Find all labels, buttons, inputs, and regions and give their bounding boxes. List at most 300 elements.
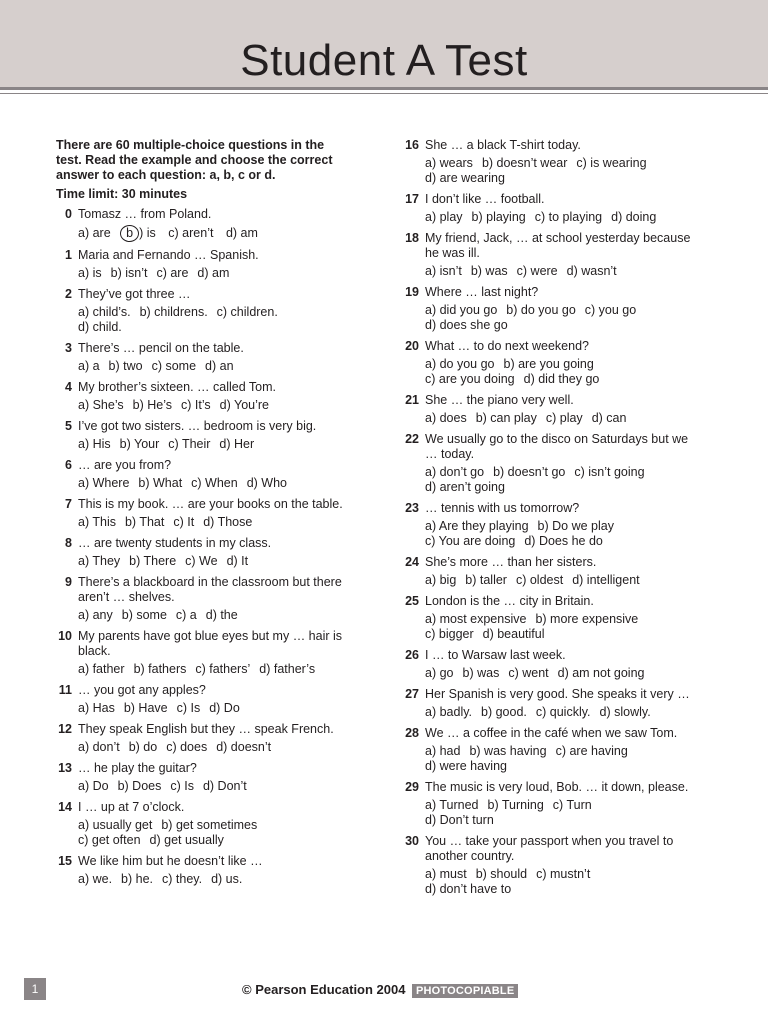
option-line — [425, 465, 703, 480]
option-line — [425, 882, 703, 897]
question-number: 18 — [405, 231, 419, 245]
answer-options — [425, 264, 703, 279]
question-stem: I … to Warsaw last week. — [425, 648, 566, 662]
option: a) any — [78, 608, 113, 622]
question-item — [403, 726, 703, 774]
option: d) Don’t — [202, 779, 247, 793]
answer-options — [425, 705, 703, 720]
option: c) to playing — [534, 210, 603, 224]
question-number: 9 — [65, 575, 72, 589]
option: c) you go — [584, 303, 637, 317]
question-list — [403, 138, 703, 897]
option: d) beautiful — [482, 627, 545, 641]
option-line — [425, 264, 703, 279]
question-item — [403, 594, 703, 642]
option: a) do you go — [425, 357, 495, 371]
question-number: 15 — [58, 854, 72, 868]
question-item — [56, 380, 356, 413]
option: b) That — [124, 515, 165, 529]
question-stem: … tennis with us tomorrow? — [425, 501, 580, 515]
option-line — [78, 554, 356, 569]
answer-options — [425, 798, 703, 828]
option: a) They — [78, 554, 121, 568]
header-band — [0, 0, 768, 87]
option-line — [78, 437, 356, 452]
option-line — [78, 662, 356, 677]
answer-options — [78, 359, 356, 374]
question-stem: We like him but he doesn’t like … — [78, 854, 263, 868]
question-stem: … he play the guitar? — [78, 761, 197, 775]
answer-options — [78, 305, 356, 335]
header-rule-thin — [0, 93, 768, 94]
option: d) the — [205, 608, 238, 622]
question-stem: She … the piano very well. — [425, 393, 574, 407]
question-item — [403, 138, 703, 186]
option: b) What — [138, 476, 183, 490]
option: c) Is — [176, 701, 201, 715]
option: d) Who — [246, 476, 288, 490]
option: a) child’s. — [78, 305, 131, 319]
option: d) You’re — [219, 398, 270, 412]
time-limit: Time limit: 30 minutes — [56, 187, 188, 201]
option: b) should — [475, 867, 528, 881]
question-item — [403, 432, 703, 495]
option: b) playing — [471, 210, 526, 224]
question-item — [403, 285, 703, 333]
option: c) When — [191, 476, 238, 490]
question-number: 14 — [58, 800, 72, 814]
option: a) had — [425, 744, 461, 758]
copyright-notice: © Pearson Education 2004 — [242, 982, 406, 997]
answer-options — [78, 476, 356, 491]
question-number: 12 — [58, 722, 72, 736]
question-item — [56, 287, 356, 335]
option: c) Is — [170, 779, 194, 793]
question-stem: I don’t like … football. — [425, 192, 545, 206]
question-item — [403, 192, 703, 225]
option: b) There — [129, 554, 177, 568]
option-line — [78, 266, 356, 281]
option: d) us. — [211, 872, 243, 886]
photocopiable-badge: PHOTOCOPIABLE — [412, 984, 518, 998]
answer-options — [425, 744, 703, 774]
question-number: 13 — [58, 761, 72, 775]
option-line — [78, 398, 356, 413]
option: b) are you going — [503, 357, 594, 371]
answer-options — [78, 701, 356, 716]
option: d) father’s — [259, 662, 316, 676]
option: c) children. — [216, 305, 278, 319]
option-line — [425, 156, 703, 171]
answer-options — [425, 210, 703, 225]
option-line — [78, 515, 356, 530]
option-line — [425, 357, 703, 372]
answer-options — [78, 872, 356, 887]
option: a) She’s — [78, 398, 124, 412]
option: d) doesn’t — [216, 740, 272, 754]
option: d) an — [205, 359, 234, 373]
option: d) aren’t going — [425, 480, 505, 494]
question-item — [403, 687, 703, 720]
option-line — [425, 573, 703, 588]
question-item — [403, 339, 703, 387]
option: b) Does — [117, 779, 162, 793]
option: c) It — [173, 515, 195, 529]
answer-options — [425, 303, 703, 333]
question-stem: We … a coffee in the café when we saw Tom. — [425, 726, 678, 740]
option: c) get often — [78, 833, 141, 847]
answer-circle: b — [120, 225, 139, 242]
option: b) Turning — [487, 798, 544, 812]
option: c) went — [508, 666, 549, 680]
option: c) were — [516, 264, 558, 278]
option: a) Turned — [425, 798, 479, 812]
option-line — [425, 303, 703, 318]
question-item — [56, 800, 356, 848]
option: d) did they go — [523, 372, 600, 386]
question-stem: The music is very loud, Bob. … it down, please. — [425, 780, 689, 794]
option-line — [425, 318, 703, 333]
question-number: 19 — [405, 285, 419, 299]
option: a) go — [425, 666, 454, 680]
option: b) doesn’t wear — [481, 156, 568, 170]
option: a) we. — [78, 872, 113, 886]
question-stem: There’s a blackboard in the classroom but there aren’t … shelves. — [78, 575, 342, 604]
option: b) do you go — [506, 303, 576, 317]
answer-options — [78, 398, 356, 413]
option: d) Those — [203, 515, 253, 529]
option-line — [78, 701, 356, 716]
question-number: 21 — [405, 393, 419, 407]
question-number: 3 — [65, 341, 72, 355]
option-line — [425, 705, 703, 720]
option: c) is wearing — [576, 156, 647, 170]
question-number: 26 — [405, 648, 419, 662]
option: c) Their — [168, 437, 211, 451]
option: b) two — [108, 359, 143, 373]
question-item — [56, 497, 356, 530]
option: a) don’t go — [425, 465, 485, 479]
option-line — [78, 320, 356, 335]
option: c) aren’t — [168, 226, 214, 240]
question-number: 30 — [405, 834, 419, 848]
option: b) doesn’t go — [493, 465, 566, 479]
option: a) father — [78, 662, 125, 676]
option: d) does she go — [425, 318, 508, 332]
question-number: 27 — [405, 687, 419, 701]
option: b) do — [128, 740, 158, 754]
question-number: 25 — [405, 594, 419, 608]
answer-options — [78, 740, 356, 755]
question-item — [403, 555, 703, 588]
option: d) don’t have to — [425, 882, 512, 896]
question-stem: This is my book. … are your books on the table. — [78, 497, 343, 511]
option-line — [78, 872, 356, 887]
option-line — [78, 833, 356, 848]
option: d) child. — [78, 320, 122, 334]
page-number: 1 — [24, 978, 46, 1000]
question-stem: You … take your passport when you travel to another country. — [425, 834, 674, 863]
answer-options — [425, 612, 703, 642]
answer-options — [425, 519, 703, 549]
option: d) Does he do — [524, 534, 603, 548]
option: a) Are they playing — [425, 519, 529, 533]
question-item — [403, 834, 703, 897]
question-item — [56, 458, 356, 491]
option: c) play — [545, 411, 583, 425]
option: b) He’s — [132, 398, 173, 412]
question-number: 23 — [405, 501, 419, 515]
option: c) It’s — [181, 398, 211, 412]
option: b) get sometimes — [161, 818, 258, 832]
option: a) must — [425, 867, 467, 881]
option-line — [78, 305, 356, 320]
question-number: 16 — [405, 138, 419, 152]
option: b) Do we play — [537, 519, 614, 533]
question-stem: There’s … pencil on the table. — [78, 341, 244, 355]
option: c) a — [175, 608, 197, 622]
question-number: 7 — [65, 497, 72, 511]
option: a) are — [78, 226, 111, 240]
option-line — [425, 798, 703, 813]
example-question — [56, 207, 356, 242]
question-stem: They’ve got three … — [78, 287, 191, 301]
question-number: 2 — [65, 287, 72, 301]
question-stem: My parents have got blue eyes but my … hair is black. — [78, 629, 343, 658]
question-number: 24 — [405, 555, 419, 569]
question-item — [56, 248, 356, 281]
option: b) good. — [481, 705, 527, 719]
question-number: 0 — [65, 207, 72, 221]
option-line — [78, 740, 356, 755]
option: a) Do — [78, 779, 109, 793]
option: d) doing — [611, 210, 657, 224]
option-line — [425, 627, 703, 642]
question-number: 29 — [405, 780, 419, 794]
option-line — [425, 744, 703, 759]
answer-options — [425, 156, 703, 186]
option-text: is — [146, 226, 156, 240]
question-number: 22 — [405, 432, 419, 446]
question-number: 20 — [405, 339, 419, 353]
question-item — [403, 780, 703, 828]
answer-options — [425, 411, 703, 426]
question-item — [56, 419, 356, 452]
answer-options — [425, 573, 703, 588]
option: b) more expensive — [535, 612, 639, 626]
option: d) can — [591, 411, 627, 425]
option: d) It — [226, 554, 249, 568]
question-number: 11 — [58, 683, 72, 697]
option: c) does — [166, 740, 208, 754]
answer-options — [78, 266, 356, 281]
answer-options — [78, 437, 356, 452]
option: c) We — [185, 554, 218, 568]
option: a) His — [78, 437, 111, 451]
option-line — [78, 476, 356, 491]
option-circled: b ) is — [123, 226, 156, 240]
question-item — [56, 536, 356, 569]
answer-options — [78, 818, 356, 848]
option: a) does — [425, 411, 467, 425]
option: a) badly. — [425, 705, 473, 719]
option: b) some — [121, 608, 167, 622]
answer-options — [78, 554, 356, 569]
option: a) Has — [78, 701, 115, 715]
option: d) Do — [209, 701, 240, 715]
question-item — [56, 761, 356, 794]
option: c) You are doing — [425, 534, 516, 548]
answer-options — [425, 867, 703, 897]
question-stem: She … a black T-shirt today. — [425, 138, 581, 152]
question-stem: Her Spanish is very good. She speaks it very … — [425, 687, 690, 701]
option: d) slowly. — [599, 705, 651, 719]
option: d) were having — [425, 759, 507, 773]
option: a) a — [78, 359, 100, 373]
option: d) wasn’t — [566, 264, 617, 278]
question-stem: I … up at 7 o’clock. — [78, 800, 185, 814]
option: d) am — [197, 266, 230, 280]
question-number: 6 — [65, 458, 72, 472]
option: c) bigger — [425, 627, 474, 641]
question-item — [56, 683, 356, 716]
question-stem: London is the … city in Britain. — [425, 594, 594, 608]
option-line — [425, 372, 703, 387]
option-line — [425, 480, 703, 495]
question-stem: Maria and Fernando … Spanish. — [78, 248, 259, 262]
option: c) quickly. — [535, 705, 591, 719]
option: d) get usually — [149, 833, 224, 847]
option: c) mustn’t — [536, 867, 591, 881]
option-line — [78, 359, 356, 374]
option: c) isn’t going — [574, 465, 645, 479]
option: a) don’t — [78, 740, 120, 754]
answer-options — [78, 608, 356, 623]
question-item — [403, 648, 703, 681]
question-stem: They speak English but they … speak French. — [78, 722, 334, 736]
question-number: 5 — [65, 419, 72, 433]
option: a) isn’t — [425, 264, 462, 278]
option: a) most expensive — [425, 612, 527, 626]
option: c) oldest — [515, 573, 564, 587]
question-stem: Tomasz … from Poland. — [78, 207, 212, 221]
option: a) Where — [78, 476, 130, 490]
option: d) are wearing — [425, 171, 505, 185]
option: d) Her — [219, 437, 255, 451]
question-stem: I’ve got two sisters. … bedroom is very big. — [78, 419, 317, 433]
question-number: 1 — [65, 248, 72, 262]
option: b) Have — [123, 701, 168, 715]
option: b) can play — [475, 411, 537, 425]
answer-options — [78, 515, 356, 530]
option: a) wears — [425, 156, 473, 170]
option: b) childrens. — [139, 305, 208, 319]
option: a) usually get — [78, 818, 153, 832]
question-list — [56, 248, 356, 887]
option-line — [425, 411, 703, 426]
option: b) was having — [469, 744, 547, 758]
question-stem: We usually go to the disco on Saturdays but we … today. — [425, 432, 689, 461]
question-stem: … you got any apples? — [78, 683, 206, 697]
question-number: 17 — [405, 192, 419, 206]
option-line — [78, 818, 356, 833]
option: c) are you doing — [425, 372, 515, 386]
option: a) This — [78, 515, 116, 529]
question-stem: … are twenty students in my class. — [78, 536, 272, 550]
question-number: 8 — [65, 536, 72, 550]
option-line — [425, 759, 703, 774]
option: a) did you go — [425, 303, 498, 317]
answer-options — [78, 662, 356, 677]
option: a) big — [425, 573, 457, 587]
header-rule-thick — [0, 87, 768, 90]
option: c) Turn — [552, 798, 592, 812]
option-line — [425, 210, 703, 225]
option: b) Your — [119, 437, 160, 451]
right-column — [403, 138, 703, 897]
question-item — [56, 341, 356, 374]
option: a) play — [425, 210, 463, 224]
answer-options — [425, 666, 703, 681]
answer-options — [425, 465, 703, 495]
question-number: 28 — [405, 726, 419, 740]
question-stem: My friend, Jack, … at school yesterday because he was ill. — [425, 231, 691, 260]
question-item — [403, 393, 703, 426]
option: d) am — [225, 226, 258, 240]
option: b) isn’t — [110, 266, 148, 280]
option: b) was — [470, 264, 508, 278]
option-line — [425, 534, 703, 549]
question-stem: … are you from? — [78, 458, 172, 472]
option: b) was — [462, 666, 500, 680]
question-stem: My brother’s sixteen. … called Tom. — [78, 380, 276, 394]
question-stem: She’s more … than her sisters. — [425, 555, 597, 569]
answer-options — [78, 779, 356, 794]
question-stem: Where … last night? — [425, 285, 539, 299]
option-line — [425, 612, 703, 627]
instructions: There are 60 multiple-choice questions in the test. Read the example and choose the correct answer to each question: a, b, c or d. — [56, 138, 333, 182]
option-line — [425, 813, 703, 828]
question-item — [56, 629, 356, 677]
option: b) taller — [465, 573, 507, 587]
option-line — [425, 171, 703, 186]
option-line — [78, 608, 356, 623]
question-item — [56, 722, 356, 755]
option: a) is — [78, 266, 102, 280]
option-line — [425, 519, 703, 534]
left-column — [56, 138, 356, 887]
option: b) he. — [121, 872, 154, 886]
question-stem: What … to do next weekend? — [425, 339, 589, 353]
option: c) fathers’ — [195, 662, 251, 676]
example-options — [78, 225, 356, 242]
option: b) fathers — [133, 662, 187, 676]
option: d) am not going — [557, 666, 645, 680]
question-item — [56, 854, 356, 887]
question-item — [403, 231, 703, 279]
option: c) are — [156, 266, 189, 280]
option: d) Don’t turn — [425, 813, 494, 827]
option-line — [425, 666, 703, 681]
question-item — [56, 575, 356, 623]
option: c) they. — [162, 872, 203, 886]
question-number: 10 — [58, 629, 72, 643]
option-line — [78, 779, 356, 794]
option-line — [425, 867, 703, 882]
option: d) intelligent — [572, 573, 640, 587]
answer-options — [425, 357, 703, 387]
option: c) are having — [555, 744, 628, 758]
